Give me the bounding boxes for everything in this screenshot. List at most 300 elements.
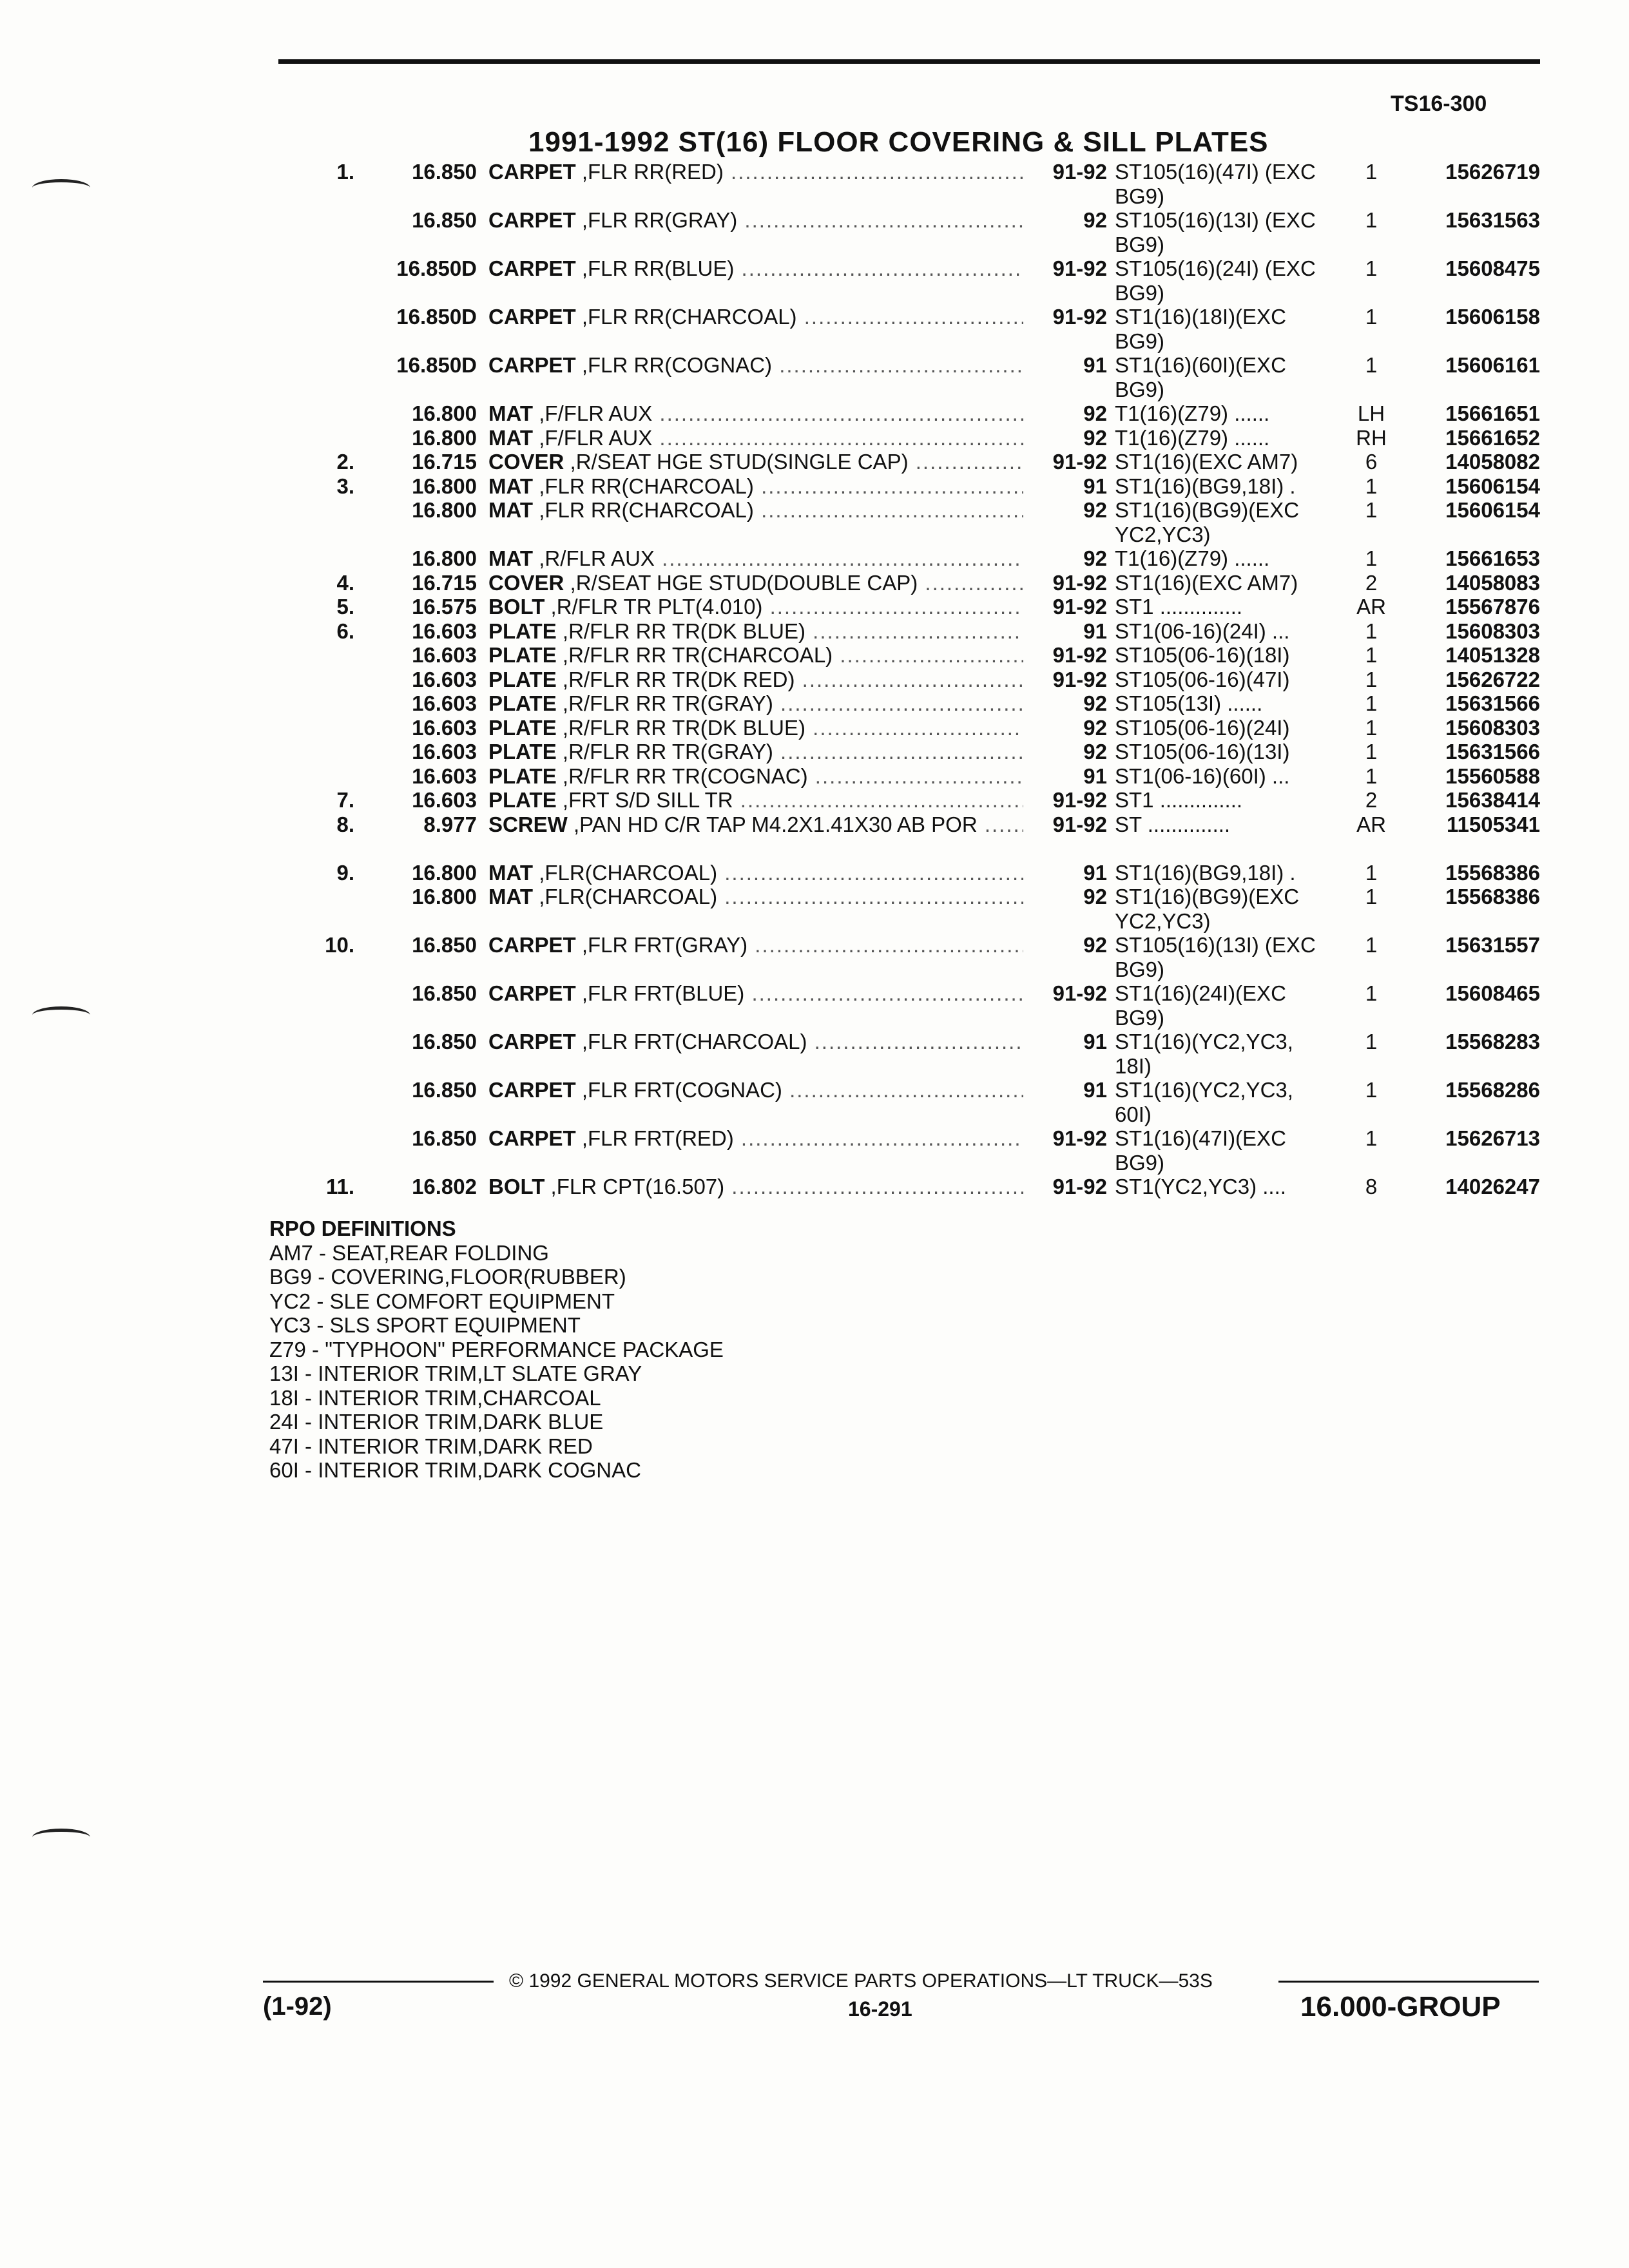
part-modifier: ,R/FLR RR TR(DK RED)	[562, 667, 795, 691]
ref-number: 6.	[336, 619, 354, 643]
part-noun: PLATE	[488, 691, 557, 715]
rpo-heading: RPO DEFINITIONS	[269, 1216, 456, 1240]
group-number: 16.800	[412, 885, 477, 908]
part-modifier: ,FLR CPT(16.507)	[550, 1175, 725, 1198]
rpo-item: Z79 - "TYPHOON" PERFORMANCE PACKAGE	[269, 1337, 724, 1361]
part-noun: PLATE	[488, 788, 557, 812]
part-noun: CARPET	[488, 160, 576, 184]
model-year: 91	[1083, 860, 1107, 885]
quantity: LH	[1357, 401, 1385, 425]
group-number: 16.603	[412, 740, 477, 764]
part-description	[488, 571, 1023, 595]
part-row	[0, 643, 1629, 668]
part-modifier: ,FLR RR(COGNAC)	[581, 353, 773, 377]
part-row	[0, 305, 1629, 353]
part-noun: CARPET	[488, 305, 576, 329]
quantity: 8	[1365, 1175, 1378, 1198]
model-year: 92	[1083, 740, 1107, 764]
copyright: © 1992 GENERAL MOTORS SERVICE PARTS OPERATIONS—LT TRUCK—53S	[509, 1970, 1213, 1992]
part-modifier: ,FLR RR(CHARCOAL)	[581, 305, 797, 329]
part-noun: CARPET	[488, 208, 576, 232]
part-row	[0, 571, 1629, 595]
group-number: 16.800	[412, 546, 477, 570]
part-description	[488, 1126, 1023, 1151]
part-noun: PLATE	[488, 667, 557, 691]
model-usage: ST1(16)(BG9,18I) .	[1115, 860, 1296, 885]
page-number: 16-291	[848, 1997, 912, 2021]
group-number: 16.800	[412, 498, 477, 522]
model-year: 91-92	[1052, 981, 1107, 1005]
group-number: 16.603	[412, 764, 477, 788]
model-usage: ST1(16)(18I)(EXC BG9)	[1115, 305, 1286, 353]
ref-number: 5.	[336, 595, 354, 619]
rpo-item: YC2 - SLE COMFORT EQUIPMENT	[269, 1289, 615, 1313]
part-row	[0, 1030, 1629, 1078]
margin-mark	[32, 1829, 90, 1846]
part-row	[0, 981, 1629, 1030]
part-modifier: ,R/FLR TR PLT(4.010)	[550, 595, 763, 619]
model-usage: ST1(16)(60I)(EXC BG9)	[1115, 353, 1286, 401]
part-number: 15568286	[1445, 1078, 1540, 1102]
quantity: 1	[1365, 1030, 1378, 1053]
part-modifier: ,R/SEAT HGE STUD(SINGLE CAP)	[570, 450, 909, 474]
part-noun: MAT	[488, 401, 534, 425]
part-number: 15606158	[1445, 305, 1540, 329]
part-row	[0, 764, 1629, 789]
model-usage: T1(16)(Z79) ......	[1115, 401, 1270, 425]
group-number: 16.850D	[396, 353, 477, 377]
part-row	[0, 595, 1629, 619]
part-description	[488, 498, 1023, 523]
group-number: 16.603	[412, 667, 477, 691]
footer-group: 16.000-GROUP	[1300, 1991, 1501, 2023]
group-number: 16.575	[412, 595, 477, 619]
part-row	[0, 474, 1629, 499]
page-title: 1991-1992 ST(16) FLOOR COVERING & SILL PLATES	[528, 126, 1269, 158]
model-usage: T1(16)(Z79) ......	[1115, 425, 1270, 450]
part-number: 15568283	[1445, 1030, 1540, 1053]
part-number: 15638414	[1445, 788, 1540, 812]
rpo-item: 13I - INTERIOR TRIM,LT SLATE GRAY	[269, 1361, 642, 1385]
part-noun: COVER	[488, 450, 564, 474]
rpo-item: 47I - INTERIOR TRIM,DARK RED	[269, 1434, 593, 1458]
model-year: 91-92	[1052, 450, 1107, 474]
part-description	[488, 208, 1023, 233]
part-modifier: ,FLR RR(CHARCOAL)	[539, 474, 754, 498]
model-usage: ST1 ..............	[1115, 788, 1243, 812]
quantity: 2	[1365, 570, 1378, 595]
model-year: 91	[1083, 1030, 1107, 1053]
group-number: 16.850D	[396, 305, 477, 329]
group-number: 16.802	[412, 1175, 477, 1198]
part-row	[0, 208, 1629, 256]
group-number: 16.603	[412, 715, 477, 740]
part-noun: BOLT	[488, 595, 545, 619]
quantity: 1	[1365, 740, 1378, 764]
model-year: 91-92	[1052, 788, 1107, 812]
part-noun: MAT	[488, 885, 534, 908]
quantity: 2	[1365, 788, 1378, 812]
page-code: TS16-300	[1391, 91, 1487, 116]
ref-number: 4.	[336, 570, 354, 595]
part-row	[0, 1126, 1629, 1175]
part-number: 15631563	[1445, 208, 1540, 232]
group-number: 16.603	[412, 691, 477, 715]
model-usage: ST1 ..............	[1115, 595, 1243, 619]
model-usage: ST105(13I) ......	[1115, 691, 1263, 715]
part-description	[488, 474, 1023, 499]
part-description	[488, 668, 1023, 692]
group-number: 16.800	[412, 425, 477, 450]
quantity: 1	[1365, 667, 1378, 691]
quantity: 1	[1365, 1126, 1378, 1150]
model-year: 92	[1083, 401, 1107, 425]
model-year: 92	[1083, 546, 1107, 570]
part-number: 15568386	[1445, 885, 1540, 908]
model-year: 91-92	[1052, 256, 1107, 280]
part-noun: MAT	[488, 425, 534, 450]
ref-number: 10.	[325, 933, 354, 957]
model-usage: ST1(16)(BG9)(EXC YC2,YC3)	[1115, 498, 1300, 546]
part-number: 15560588	[1445, 764, 1540, 788]
quantity: RH	[1356, 425, 1387, 450]
part-row	[0, 1078, 1629, 1126]
model-usage: ST105(06-16)(13I)	[1115, 740, 1290, 764]
model-year: 91-92	[1052, 595, 1107, 619]
model-usage: ST1(06-16)(60I) ...	[1115, 764, 1290, 788]
part-noun: CARPET	[488, 1078, 576, 1102]
part-modifier: ,FLR RR(CHARCOAL)	[539, 498, 754, 522]
part-number: 15608303	[1445, 619, 1540, 643]
part-number: 15608475	[1445, 256, 1540, 280]
quantity: AR	[1356, 812, 1386, 836]
part-noun: MAT	[488, 498, 534, 522]
part-number: 15661652	[1445, 425, 1540, 450]
model-year: 92	[1083, 885, 1107, 908]
model-year: 92	[1083, 498, 1107, 522]
part-noun: CARPET	[488, 981, 576, 1005]
quantity: 1	[1365, 208, 1378, 232]
part-description	[488, 256, 1023, 281]
part-noun: CARPET	[488, 256, 576, 280]
model-year: 91	[1083, 764, 1107, 788]
model-year: 91	[1083, 353, 1107, 377]
part-number: 15626713	[1445, 1126, 1540, 1150]
model-year: 91	[1083, 1078, 1107, 1102]
part-number: 15568386	[1445, 860, 1540, 885]
quantity: 1	[1365, 860, 1378, 885]
parts-list	[0, 160, 1629, 1199]
part-number: 14058083	[1445, 570, 1540, 595]
part-number: 11505341	[1446, 812, 1540, 836]
footer-rule-left	[263, 1981, 494, 1983]
part-row	[0, 885, 1629, 933]
model-year: 91-92	[1052, 570, 1107, 595]
model-year: 91-92	[1052, 1175, 1107, 1198]
group-number: 16.603	[412, 788, 477, 812]
part-row	[0, 160, 1629, 208]
part-row	[0, 619, 1629, 644]
part-row	[0, 691, 1629, 716]
model-year: 91-92	[1052, 812, 1107, 836]
group-number: 16.850	[412, 1126, 477, 1150]
part-modifier: ,R/FLR RR TR(DK BLUE)	[562, 619, 806, 643]
part-description	[488, 885, 1023, 909]
model-usage: ST1(16)(YC2,YC3, 18I)	[1115, 1030, 1293, 1078]
model-usage: ST1(16)(24I)(EXC BG9)	[1115, 981, 1286, 1030]
model-usage: ST105(06-16)(47I)	[1115, 667, 1290, 691]
part-description	[488, 353, 1023, 378]
part-modifier: ,FLR(CHARCOAL)	[539, 860, 718, 885]
rpo-item: AM7 - SEAT,REAR FOLDING	[269, 1240, 549, 1265]
ref-number: 3.	[336, 474, 354, 498]
part-description	[488, 619, 1023, 644]
part-description	[488, 546, 1023, 571]
rpo-item: YC3 - SLS SPORT EQUIPMENT	[269, 1313, 581, 1337]
quantity: 1	[1365, 160, 1378, 184]
part-number: 15608303	[1445, 715, 1540, 740]
top-rule	[278, 59, 1540, 64]
quantity: 1	[1365, 981, 1378, 1005]
part-noun: CARPET	[488, 1030, 576, 1053]
quantity: 1	[1365, 474, 1378, 498]
part-row	[0, 450, 1629, 474]
model-usage: ST105(06-16)(24I)	[1115, 715, 1290, 740]
model-year: 91	[1083, 474, 1107, 498]
model-year: 92	[1083, 691, 1107, 715]
ref-number: 11.	[325, 1175, 354, 1198]
ref-number: 9.	[336, 860, 354, 885]
part-noun: MAT	[488, 546, 534, 570]
model-usage: ST1(06-16)(24I) ...	[1115, 619, 1290, 643]
part-modifier: ,FLR RR(BLUE)	[581, 256, 735, 280]
group-number: 16.850	[412, 933, 477, 957]
part-number: 15567876	[1445, 595, 1540, 619]
part-modifier: ,FLR FRT(GRAY)	[581, 933, 748, 957]
part-row	[0, 498, 1629, 546]
model-year: 91-92	[1052, 1126, 1107, 1150]
model-year: 91	[1083, 619, 1107, 643]
part-description	[488, 764, 1023, 789]
part-description	[488, 691, 1023, 716]
part-description	[488, 305, 1023, 329]
model-usage: ST1(16)(EXC AM7)	[1115, 570, 1298, 595]
quantity: 1	[1365, 764, 1378, 788]
part-row	[0, 861, 1629, 885]
model-year: 91-92	[1052, 667, 1107, 691]
footer-date: (1-92)	[263, 1992, 332, 2021]
rpo-item: 18I - INTERIOR TRIM,CHARCOAL	[269, 1385, 601, 1410]
group-number: 16.850	[412, 981, 477, 1005]
quantity: 1	[1365, 1078, 1378, 1102]
model-year: 91-92	[1052, 160, 1107, 184]
model-year: 92	[1083, 933, 1107, 957]
part-modifier: ,FLR FRT(BLUE)	[581, 981, 745, 1005]
group-number: 16.800	[412, 474, 477, 498]
model-year: 92	[1083, 208, 1107, 232]
rpo-item: 60I - INTERIOR TRIM,DARK COGNAC	[269, 1458, 641, 1482]
group-number: 8.977	[423, 812, 477, 836]
model-usage: ST1(YC2,YC3) ....	[1115, 1175, 1286, 1198]
part-row	[0, 933, 1629, 981]
part-noun: PLATE	[488, 643, 557, 667]
part-modifier: ,R/FLR RR TR(CHARCOAL)	[562, 643, 833, 667]
model-year: 92	[1083, 715, 1107, 740]
part-modifier: ,R/FLR AUX	[539, 546, 655, 570]
quantity: 1	[1365, 619, 1378, 643]
model-usage: ST105(16)(13I) (EXC BG9)	[1115, 208, 1316, 256]
part-modifier: ,FLR(CHARCOAL)	[539, 885, 718, 908]
part-row	[0, 353, 1629, 401]
quantity: 1	[1365, 691, 1378, 715]
part-modifier: ,R/FLR RR TR(GRAY)	[562, 691, 773, 715]
part-number: 15631557	[1445, 933, 1540, 957]
part-noun: MAT	[488, 474, 534, 498]
part-row	[0, 788, 1629, 812]
part-description	[488, 716, 1023, 740]
part-row	[0, 256, 1629, 305]
part-number: 14026247	[1445, 1175, 1540, 1198]
part-number: 15661651	[1445, 401, 1540, 425]
group-number: 16.850	[412, 1078, 477, 1102]
quantity: 1	[1365, 643, 1378, 667]
model-usage: ST105(16)(24I) (EXC BG9)	[1115, 256, 1316, 305]
group-number: 16.800	[412, 860, 477, 885]
part-description	[488, 861, 1023, 885]
part-description	[488, 426, 1023, 450]
ref-number: 8.	[336, 812, 354, 836]
part-row	[0, 812, 1629, 861]
part-modifier: ,F/FLR AUX	[539, 401, 653, 425]
ref-number: 2.	[336, 450, 354, 474]
part-description	[488, 1078, 1023, 1102]
part-noun: SCREW	[488, 812, 568, 836]
part-modifier: ,FRT S/D SILL TR	[562, 788, 733, 812]
quantity: 1	[1365, 305, 1378, 329]
part-noun: CARPET	[488, 353, 576, 377]
part-description	[488, 1030, 1023, 1054]
part-number: 15626722	[1445, 667, 1540, 691]
part-modifier: ,FLR FRT(COGNAC)	[581, 1078, 782, 1102]
part-noun: PLATE	[488, 740, 557, 764]
part-noun: CARPET	[488, 933, 576, 957]
group-number: 16.850	[412, 1030, 477, 1053]
part-description	[488, 595, 1023, 619]
part-number: 15631566	[1445, 740, 1540, 764]
part-modifier: ,R/FLR RR TR(DK BLUE)	[562, 715, 806, 740]
part-description	[488, 401, 1023, 426]
quantity: 1	[1365, 546, 1378, 570]
part-description	[488, 812, 1023, 837]
part-number: 15608465	[1445, 981, 1540, 1005]
ref-number: 1.	[336, 160, 354, 184]
part-row	[0, 1175, 1629, 1199]
ref-number: 7.	[336, 788, 354, 812]
quantity: AR	[1356, 595, 1386, 619]
model-year: 91-92	[1052, 643, 1107, 667]
part-row	[0, 716, 1629, 740]
part-modifier: ,FLR RR(RED)	[581, 160, 724, 184]
part-row	[0, 546, 1629, 571]
quantity: 1	[1365, 256, 1378, 280]
part-description	[488, 788, 1023, 812]
quantity: 1	[1365, 885, 1378, 908]
part-modifier: ,R/FLR RR TR(COGNAC)	[562, 764, 808, 788]
part-number: 14051328	[1445, 643, 1540, 667]
part-number: 14058082	[1445, 450, 1540, 474]
part-noun: PLATE	[488, 715, 557, 740]
part-modifier: ,FLR FRT(CHARCOAL)	[581, 1030, 807, 1053]
part-noun: MAT	[488, 860, 534, 885]
quantity: 1	[1365, 353, 1378, 377]
model-usage: ST105(16)(47I) (EXC BG9)	[1115, 160, 1316, 208]
model-usage: ST1(16)(BG9)(EXC YC2,YC3)	[1115, 885, 1300, 933]
group-number: 16.850	[412, 208, 477, 232]
rpo-item: 24I - INTERIOR TRIM,DARK BLUE	[269, 1410, 604, 1434]
quantity: 1	[1365, 715, 1378, 740]
part-description	[488, 450, 1023, 474]
part-number: 15626719	[1445, 160, 1540, 184]
part-noun: CARPET	[488, 1126, 576, 1150]
model-usage: ST1(16)(YC2,YC3, 60I)	[1115, 1078, 1293, 1126]
part-row	[0, 401, 1629, 426]
part-description	[488, 933, 1023, 957]
part-modifier: ,R/SEAT HGE STUD(DOUBLE CAP)	[570, 570, 918, 595]
group-number: 16.800	[412, 401, 477, 425]
part-description	[488, 643, 1023, 668]
model-usage: ST105(06-16)(18I)	[1115, 643, 1290, 667]
group-number: 16.603	[412, 619, 477, 643]
group-number: 16.850D	[396, 256, 477, 280]
model-usage: ST ..............	[1115, 812, 1231, 836]
quantity: 1	[1365, 498, 1378, 522]
part-description	[488, 981, 1023, 1006]
rpo-definitions	[269, 1216, 724, 1483]
model-usage: T1(16)(Z79) ......	[1115, 546, 1270, 570]
part-modifier: ,F/FLR AUX	[539, 425, 653, 450]
part-row	[0, 426, 1629, 450]
part-modifier: ,PAN HD C/R TAP M4.2X1.41X30 AB POR	[574, 812, 978, 836]
group-number: 16.603	[412, 643, 477, 667]
part-modifier: ,R/FLR RR TR(GRAY)	[562, 740, 773, 764]
footer-rule-right	[1278, 1981, 1539, 1983]
part-row	[0, 668, 1629, 692]
part-noun: COVER	[488, 570, 564, 595]
part-number: 15661653	[1445, 546, 1540, 570]
model-usage: ST1(16)(BG9,18I) .	[1115, 474, 1296, 498]
part-noun: PLATE	[488, 619, 557, 643]
part-number: 15606154	[1445, 498, 1540, 522]
model-usage: ST1(16)(47I)(EXC BG9)	[1115, 1126, 1286, 1175]
part-description	[488, 740, 1023, 764]
group-number: 16.850	[412, 160, 477, 184]
part-number: 15631566	[1445, 691, 1540, 715]
model-usage: ST105(16)(13I) (EXC BG9)	[1115, 933, 1316, 981]
quantity: 6	[1365, 450, 1378, 474]
part-noun: BOLT	[488, 1175, 545, 1198]
part-modifier: ,FLR RR(GRAY)	[581, 208, 738, 232]
rpo-item: BG9 - COVERING,FLOOR(RUBBER)	[269, 1265, 626, 1289]
model-usage: ST1(16)(EXC AM7)	[1115, 450, 1298, 474]
part-description	[488, 1175, 1023, 1199]
quantity: 1	[1365, 933, 1378, 957]
part-modifier: ,FLR FRT(RED)	[581, 1126, 734, 1150]
part-noun: PLATE	[488, 764, 557, 788]
part-number: 15606161	[1445, 353, 1540, 377]
group-number: 16.715	[412, 570, 477, 595]
group-number: 16.715	[412, 450, 477, 474]
part-number: 15606154	[1445, 474, 1540, 498]
